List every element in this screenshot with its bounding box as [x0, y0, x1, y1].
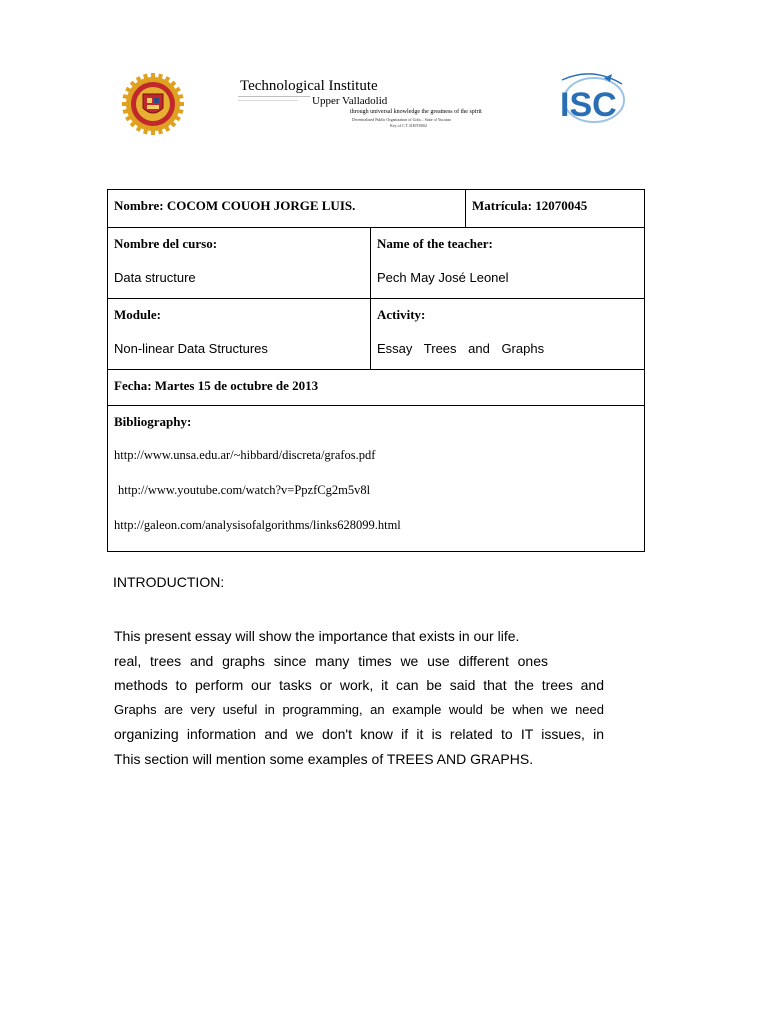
essay-paragraph — [114, 624, 604, 771]
date-value: Martes 15 de octubre de 2013 — [154, 378, 319, 393]
teacher-value: Pech May José Leonel — [377, 270, 509, 285]
id-label: Matrícula: — [472, 198, 532, 213]
activity-value: Essay Trees and Graphs — [377, 341, 545, 356]
name-cell — [108, 190, 466, 228]
essay-line: methods to perform our tasks or work, it can be said that the trees and — [114, 677, 604, 693]
introduction-heading: INTRODUCTION: — [113, 574, 225, 590]
module-cell — [108, 299, 371, 370]
bibliography-link[interactable]: http://www.youtube.com/watch?v=PpzfCg2m5v8l — [118, 483, 371, 497]
name-label: Nombre: — [114, 198, 164, 213]
date-cell — [108, 370, 645, 406]
bibliography-link[interactable]: http://galeon.com/analysisofalgorithms/links628099.html — [114, 518, 401, 532]
bibliography-link[interactable]: http://www.unsa.edu.ar/~hibbard/discreta/grafos.pdf — [114, 448, 376, 462]
isc-logo — [552, 70, 632, 130]
essay-line: This section will mention some examples of TREES AND GRAPHS. — [114, 750, 534, 767]
institute-motto: through universal knowledge the greatness of the spirit — [350, 109, 482, 115]
essay-line: real, trees and graphs since many times we use different ones — [114, 652, 548, 669]
essay-line: Graphs are very useful in programming, an example would be when we need — [114, 701, 604, 717]
name-value: COCOM COUOH JORGE LUIS. — [166, 198, 356, 213]
bibliography-cell — [108, 406, 645, 552]
activity-label: Activity: — [377, 307, 426, 322]
institute-place: Upper Valladolid — [312, 95, 388, 107]
id-value: 12070045 — [535, 198, 588, 213]
student-info-table — [107, 189, 645, 552]
svg-text:ISC: ISC — [560, 86, 617, 124]
institute-name: Technological Institute — [240, 78, 378, 94]
teacher-label: Name of the teacher: — [377, 236, 493, 251]
module-label: Module: — [114, 307, 161, 322]
decorative-rule — [238, 96, 310, 97]
date-label: Fecha: — [114, 378, 152, 393]
module-value: Non-linear Data Structures — [114, 341, 268, 356]
course-value: Data structure — [114, 270, 196, 285]
essay-line: This present essay will show the importance that exists in our life. — [114, 628, 520, 644]
decorative-rule — [238, 100, 298, 101]
essay-line: organizing information and we don't know if it is related to IT issues, in — [114, 726, 604, 742]
institute-organization-line: Decentralized Public Organization of Gobi... State of Yucatan — [352, 117, 451, 122]
institute-seal-logo — [121, 72, 185, 136]
bibliography-label: Bibliography: — [114, 414, 192, 429]
id-cell — [466, 190, 645, 228]
course-cell — [108, 228, 371, 299]
institute-key-line: Key of C.T.31EIT0002 — [390, 123, 428, 128]
activity-cell — [371, 299, 645, 370]
institute-header — [238, 78, 498, 140]
teacher-cell — [371, 228, 645, 299]
course-label: Nombre del curso: — [114, 236, 218, 251]
